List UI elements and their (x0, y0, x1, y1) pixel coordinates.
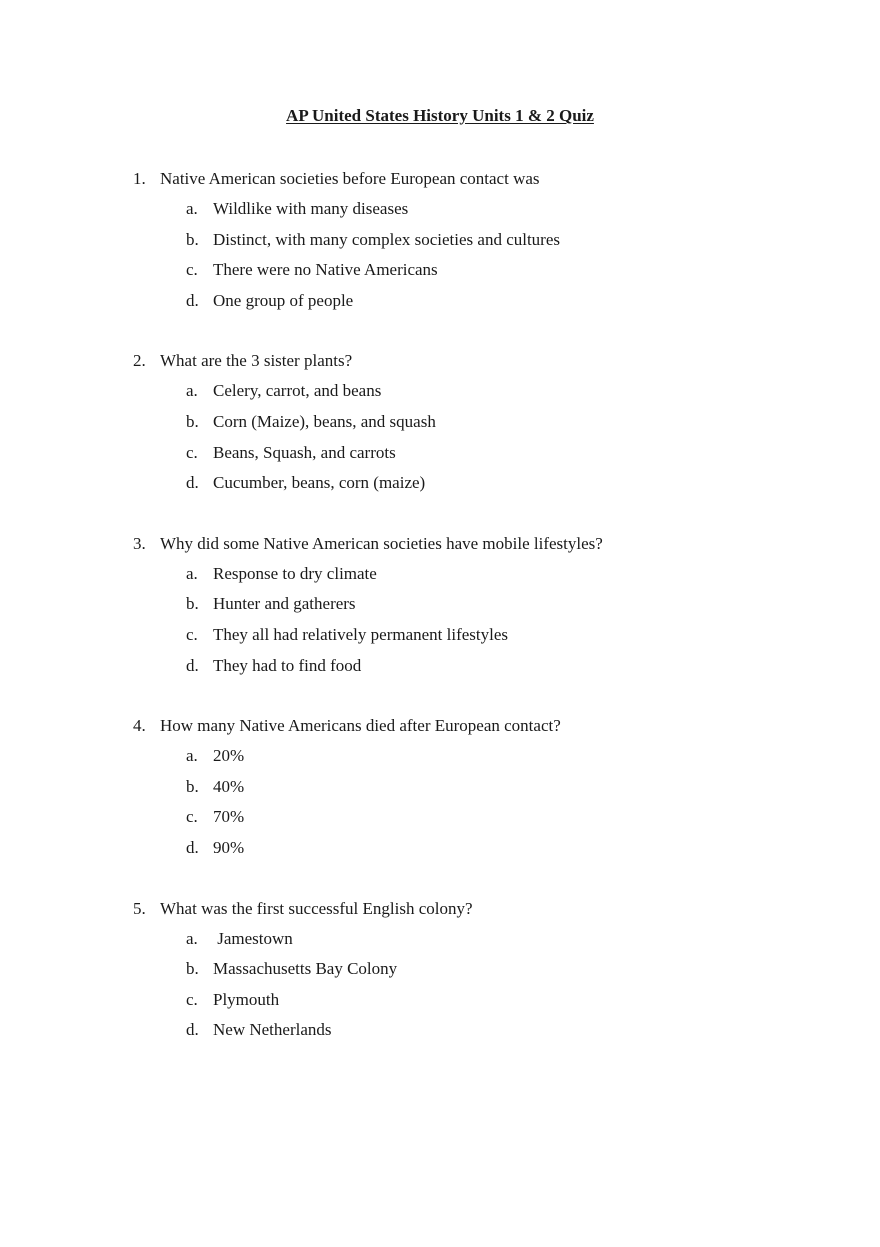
answer-option (0, 1017, 880, 1048)
page-title: AP United States History Units 1 & 2 Quiz (286, 106, 594, 125)
option-letter: b. (186, 594, 199, 614)
option-text: Wildlike with many diseases (213, 199, 409, 218)
option-text: They all had relatively permanent lifestyles (213, 624, 509, 644)
answer-option (0, 926, 880, 957)
question-number: 2. (133, 351, 146, 371)
option-letter: d. (186, 837, 199, 857)
option-text: Jamestown (213, 928, 293, 948)
answer-option (0, 743, 880, 774)
option-text: Response to dry climate (213, 563, 377, 583)
option-letter: d. (186, 473, 199, 493)
question-text: How many Native Americans died after European contact? (160, 716, 561, 736)
option-letter: c. (186, 624, 198, 644)
question-number: 4. (133, 716, 146, 736)
question-number: 3. (133, 533, 146, 553)
question-text: Native American societies before European contact was (160, 169, 540, 188)
question-text: Why did some Native American societies have mobile lifestyles? (160, 533, 603, 553)
question-number: 1. (133, 169, 146, 188)
option-letter: c. (186, 442, 198, 462)
answer-option (0, 774, 880, 805)
question-2 (0, 348, 880, 500)
question-line (0, 531, 880, 561)
question-text: What are the 3 sister plants? (160, 351, 353, 371)
option-letter: a. (186, 563, 198, 583)
option-text: 70% (213, 807, 245, 827)
option-text: New Netherlands (213, 1020, 332, 1040)
option-text: Beans, Squash, and carrots (213, 442, 396, 462)
option-letter: a. (186, 199, 198, 218)
option-letter: a. (186, 928, 198, 948)
option-text: Distinct, with many complex societies and cultures (213, 229, 561, 249)
question-line (0, 348, 880, 378)
option-letter: d. (186, 1020, 199, 1040)
question-line (0, 713, 880, 743)
option-letter: c. (186, 807, 198, 827)
question-4 (0, 713, 880, 865)
option-text: Corn (Maize), beans, and squash (213, 411, 436, 431)
option-text: Celery, carrot, and beans (213, 381, 382, 401)
option-letter: d. (186, 290, 199, 310)
question-5 (0, 896, 880, 1048)
answer-option (0, 956, 880, 987)
answer-option (0, 591, 880, 622)
question-number: 5. (133, 898, 146, 918)
question-line (0, 896, 880, 926)
option-letter: a. (186, 381, 198, 401)
option-letter: c. (186, 260, 198, 280)
option-letter: b. (186, 959, 199, 979)
option-text: 40% (213, 776, 245, 796)
option-letter: b. (186, 229, 199, 249)
answer-option (0, 196, 880, 227)
answer-option (0, 804, 880, 835)
answer-option (0, 440, 880, 471)
option-text: One group of people (213, 290, 354, 310)
quiz-question-list (0, 166, 880, 1078)
option-text: Massachusetts Bay Colony (213, 959, 398, 979)
answer-option (0, 409, 880, 440)
answer-option (0, 288, 880, 319)
answer-option (0, 227, 880, 258)
option-text: Cucumber, beans, corn (maize) (213, 473, 426, 493)
answer-option (0, 622, 880, 653)
option-letter: c. (186, 989, 198, 1009)
answer-option (0, 561, 880, 592)
answer-option (0, 653, 880, 684)
answer-option (0, 257, 880, 288)
option-text: They had to find food (213, 655, 362, 675)
answer-option (0, 835, 880, 866)
question-1 (0, 166, 880, 318)
option-letter: d. (186, 655, 199, 675)
option-letter: b. (186, 776, 199, 796)
question-3 (0, 531, 880, 683)
option-text: Hunter and gatherers (213, 594, 356, 614)
answer-option (0, 987, 880, 1018)
option-letter: b. (186, 411, 199, 431)
question-text: What was the first successful English colony? (160, 898, 473, 918)
option-text: 90% (213, 837, 245, 857)
option-text: There were no Native Americans (213, 260, 438, 280)
answer-option (0, 470, 880, 501)
option-letter: a. (186, 746, 198, 766)
question-line (0, 166, 880, 196)
option-text: Plymouth (213, 989, 280, 1009)
answer-option (0, 378, 880, 409)
option-text: 20% (213, 746, 245, 766)
